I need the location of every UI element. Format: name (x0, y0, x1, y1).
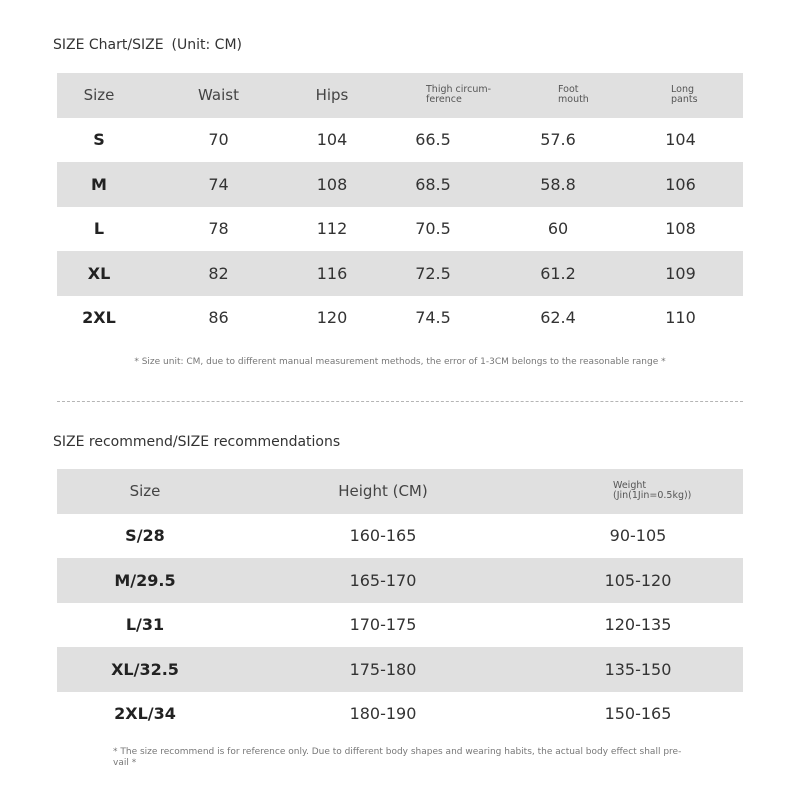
header-size: Size (83, 86, 115, 105)
long-pants-cell: 108 (665, 219, 696, 239)
size-recommend-header-row (57, 469, 743, 514)
table-row (57, 296, 743, 341)
header-weight-line2: (Jin(1Jin=0.5kg)) (613, 490, 692, 502)
table-row (57, 558, 743, 603)
header-foot-line2: mouth (558, 94, 589, 106)
thigh-cell: 68.5 (415, 174, 451, 194)
weight-cell: 90-105 (609, 526, 667, 546)
height-cell: 165-170 (349, 570, 417, 590)
weight-cell: 150-165 (604, 704, 672, 724)
header-thigh-line1: Thigh circum- (426, 84, 492, 96)
size-cell: M (91, 174, 107, 194)
size-cell: XL (87, 263, 111, 283)
weight-cell: 105-120 (604, 570, 672, 590)
hips-cell: 104 (316, 130, 348, 150)
thigh-cell: 66.5 (415, 130, 451, 150)
size-recommend-table (57, 469, 743, 736)
waist-cell: 86 (208, 308, 229, 328)
height-cell: 180-190 (349, 704, 417, 724)
header-weight (533, 469, 743, 514)
long-pants-cell: 104 (665, 130, 696, 150)
waist-cell: 74 (208, 174, 229, 194)
weight-cell: 135-150 (604, 659, 672, 679)
rec-size-cell: M/29.5 (114, 570, 176, 590)
header-waist: Waist (198, 86, 239, 105)
header-thigh (368, 73, 498, 118)
size-chart-header-row (57, 73, 743, 118)
table-row (57, 118, 743, 163)
rec-size-cell: 2XL/34 (114, 704, 176, 724)
size-cell: S (93, 130, 105, 150)
size-chart-table (57, 73, 743, 340)
size-chart-unit: (Unit: CM) (171, 37, 242, 53)
rec-size-cell: XL/32.5 (111, 659, 179, 679)
table-row (57, 514, 743, 559)
size-cell: 2XL (82, 308, 116, 328)
size-cell: L (93, 219, 105, 239)
foot-mouth-cell: 61.2 (540, 263, 576, 283)
waist-cell: 78 (208, 219, 229, 239)
header-rec-size: Size (129, 482, 161, 501)
table-row (57, 251, 743, 296)
size-recommend-note-line1: * The size recommend is for reference only. Due to different body shapes and wearing habits, the actual body effect shall pre- (113, 747, 682, 757)
long-pants-cell: 106 (665, 174, 696, 194)
long-pants-cell: 110 (665, 308, 696, 328)
rec-size-cell: L/31 (125, 615, 165, 635)
header-weight-line1: Weight (613, 480, 647, 492)
waist-cell: 70 (208, 130, 229, 150)
hips-cell: 116 (316, 263, 348, 283)
weight-cell: 120-135 (604, 615, 672, 635)
header-foot-line1: Foot (558, 84, 579, 96)
header-thigh-line2: ference (426, 94, 462, 106)
header-foot-mouth (498, 73, 618, 118)
foot-mouth-cell: 60 (547, 219, 569, 239)
height-cell: 160-165 (349, 526, 417, 546)
hips-cell: 112 (316, 219, 348, 239)
size-recommend-note (113, 747, 733, 769)
foot-mouth-cell: 58.8 (540, 174, 576, 194)
header-long-line2: pants (671, 94, 698, 106)
table-row (57, 603, 743, 648)
waist-cell: 82 (208, 263, 229, 283)
long-pants-cell: 109 (665, 263, 696, 283)
size-chart-title-text: SIZE Chart/SIZE (53, 37, 164, 53)
thigh-cell: 72.5 (415, 263, 451, 283)
header-height: Height (CM) (338, 482, 428, 501)
foot-mouth-cell: 62.4 (540, 308, 576, 328)
size-recommend-title: SIZE recommend/SIZE recommendations (53, 434, 341, 450)
size-chart-title (53, 37, 242, 53)
size-chart-note: * Size unit: CM, due to different manual measurement methods, the error of 1-3CM belongs to the reasonable range * (134, 357, 666, 367)
hips-cell: 120 (316, 308, 348, 328)
header-long-pants (618, 73, 743, 118)
rec-size-cell: S/28 (125, 526, 165, 546)
table-row (57, 162, 743, 207)
size-recommend-note-line2: vail * (113, 758, 137, 768)
thigh-cell: 70.5 (415, 219, 451, 239)
height-cell: 175-180 (349, 659, 417, 679)
header-long-line1: Long (671, 84, 694, 96)
header-hips: Hips (315, 86, 349, 105)
table-row (57, 647, 743, 692)
height-cell: 170-175 (349, 615, 417, 635)
foot-mouth-cell: 57.6 (540, 130, 576, 150)
hips-cell: 108 (316, 174, 348, 194)
table-row (57, 692, 743, 737)
table-row (57, 207, 743, 252)
section-divider (57, 401, 743, 402)
thigh-cell: 74.5 (415, 308, 451, 328)
